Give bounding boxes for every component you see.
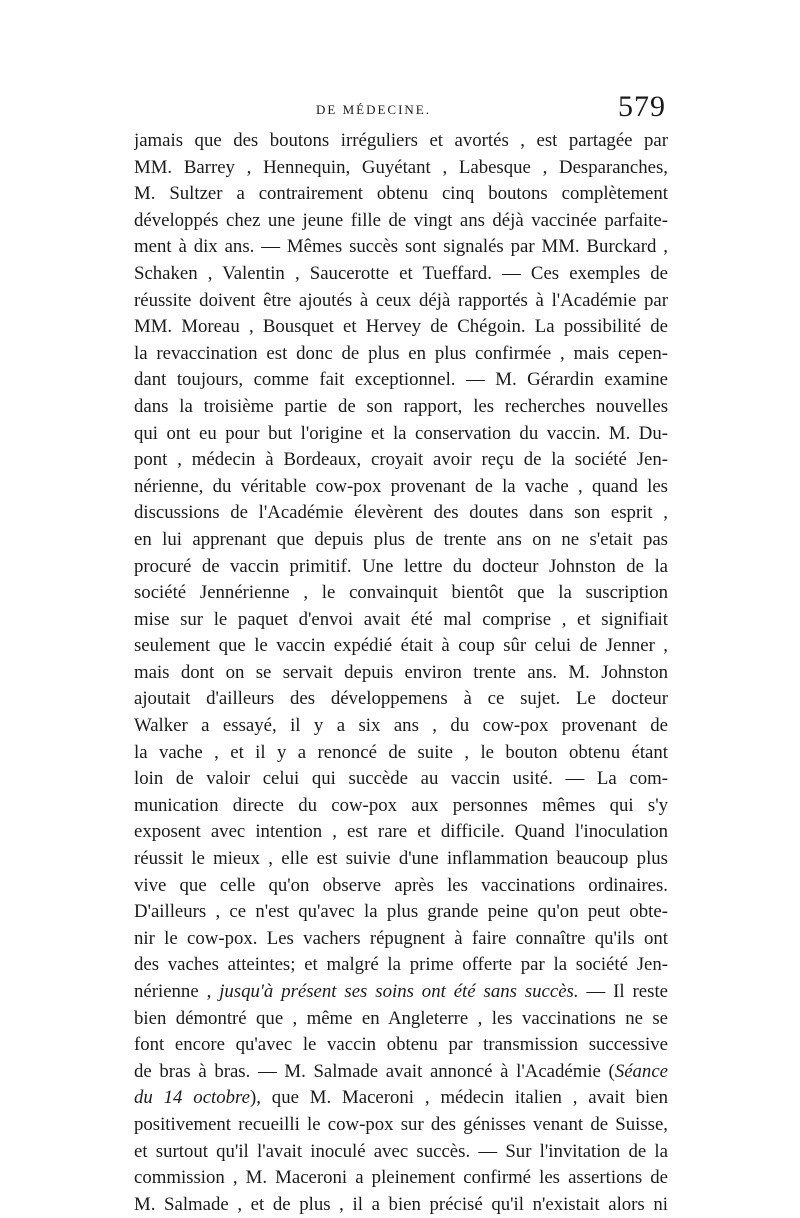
text-line: positivement recueilli le cow-pox sur des génisses venant de Suisse, (134, 1113, 668, 1135)
text-line: seulement que le vaccin expédié était à coup sûr celui de Jenner , (134, 635, 668, 657)
italic-text: Séance (614, 1060, 668, 1082)
text-line: Schaken , Valentin , Saucerotte et Tueffard. — Ces exemples de (134, 262, 668, 284)
text-line (134, 979, 668, 1006)
text-line: la revaccination est donc de plus en plus confirmée , mais cepen- (134, 342, 668, 364)
running-head: DE MÉDECINE. (316, 102, 431, 117)
text-line: exposent avec intention , est rare et difficile. Quand l'inoculation (134, 821, 668, 843)
text-line: nérienne, du véritable cow-pox provenant de la vache , quand les (134, 475, 668, 497)
text-segment: — Il reste (586, 981, 668, 1002)
text-line: dant toujours, comme fait exceptionnel. — M. Gérardin examine (134, 369, 668, 391)
text-line: commission , M. Maceroni a pleinement confirmé les assertions de (134, 1167, 668, 1189)
text-line: mais dont on se servait depuis environ trente ans. M. Johnston (134, 661, 668, 683)
text-line: qui ont eu pour but l'origine et la conservation du vaccin. M. Du- (134, 422, 668, 444)
text-line: munication directe du cow-pox aux personnes mêmes qui s'y (134, 794, 668, 816)
text-line (134, 1085, 668, 1112)
italic-text: jusqu'à présent ses soins ont été sans succès. (219, 981, 579, 1002)
text-line: mise sur le paquet d'envoi avait été mal comprise , et signifiait (134, 608, 668, 630)
text-line: M. Salmade , et de plus , il a bien précisé qu'il n'existait alors ni (134, 1193, 668, 1215)
text-line: ment à dix ans. — Mêmes succès sont signalés par MM. Burckard , (134, 236, 668, 258)
text-line: bien démontré que , même en Angleterre , les vaccinations ne se (134, 1007, 668, 1029)
italic-text: du 14 octobre (134, 1087, 250, 1109)
text-line (134, 1059, 668, 1086)
text-line: procuré de vaccin primitif. Une lettre du docteur Johnston de la (134, 555, 668, 577)
text-line: et surtout qu'il l'avait inoculé avec succès. — Sur l'invitation de la (134, 1140, 668, 1162)
text-line: vive que celle qu'on observe après les vaccinations ordinaires. (134, 874, 668, 896)
text-line: discussions de l'Académie élevèrent des doutes dans son esprit , (134, 502, 668, 524)
text-line: font encore qu'avec le vaccin obtenu par transmission successive (134, 1034, 668, 1056)
text-line: nir le cow-pox. Les vachers répugnent à faire connaître qu'ils ont (134, 927, 668, 949)
body-text (134, 128, 668, 1218)
text-line: réussite doivent être ajoutés à ceux déjà rapportés à l'Académie par (134, 289, 668, 311)
text-line: la vache , et il y a renoncé de suite , le bouton obtenu étant (134, 741, 668, 763)
text-line: ajoutait d'ailleurs des développemens à ce sujet. Le docteur (134, 688, 668, 710)
text-line: des vaches atteintes; et malgré la prime offerte par la société Jen- (134, 954, 668, 976)
text-line: en lui apprenant que depuis plus de trente ans on ne s'etait pas (134, 528, 668, 550)
text-segment: ), que M. Maceroni , médecin italien , avait bien (249, 1087, 668, 1109)
text-line: pont , médecin à Bordeaux, croyait avoir reçu de la société Jen- (134, 449, 668, 471)
text-segment: de bras à bras. — M. Salmade avait annoncé à l'Académie ( (134, 1060, 615, 1082)
text-line: développés chez une jeune fille de vingt ans déjà vaccinée parfaite- (134, 209, 668, 231)
text-line: dans la troisième partie de son rapport, les recherches nouvelles (134, 395, 668, 417)
text-line: D'ailleurs , ce n'est qu'avec la plus grande peine qu'on peut obte- (134, 901, 668, 923)
text-segment: nérienne , (134, 981, 212, 1002)
page-number: 579 (618, 90, 666, 123)
text-line: jamais que des boutons irréguliers et avortés , est partagée par (134, 130, 668, 151)
text-line: loin de valoir celui qui succède au vaccin usité. — La com- (134, 768, 668, 790)
text-line: MM. Moreau , Bousquet et Hervey de Chégoin. La possibilité de (134, 316, 668, 338)
text-line: M. Sultzer a contrairement obtenu cinq boutons complètement (134, 183, 668, 205)
text-line: MM. Barrey , Hennequin, Guyétant , Labesque , Desparanches, (134, 156, 668, 178)
text-line: réussit le mieux , elle est suivie d'une inflammation beaucoup plus (134, 848, 668, 870)
page-header (136, 92, 666, 128)
text-line: Walker a essayé, il y a six ans , du cow-pox provenant de (134, 715, 668, 737)
text-line: société Jennérienne , le convainquit bientôt que la suscription (134, 582, 668, 604)
